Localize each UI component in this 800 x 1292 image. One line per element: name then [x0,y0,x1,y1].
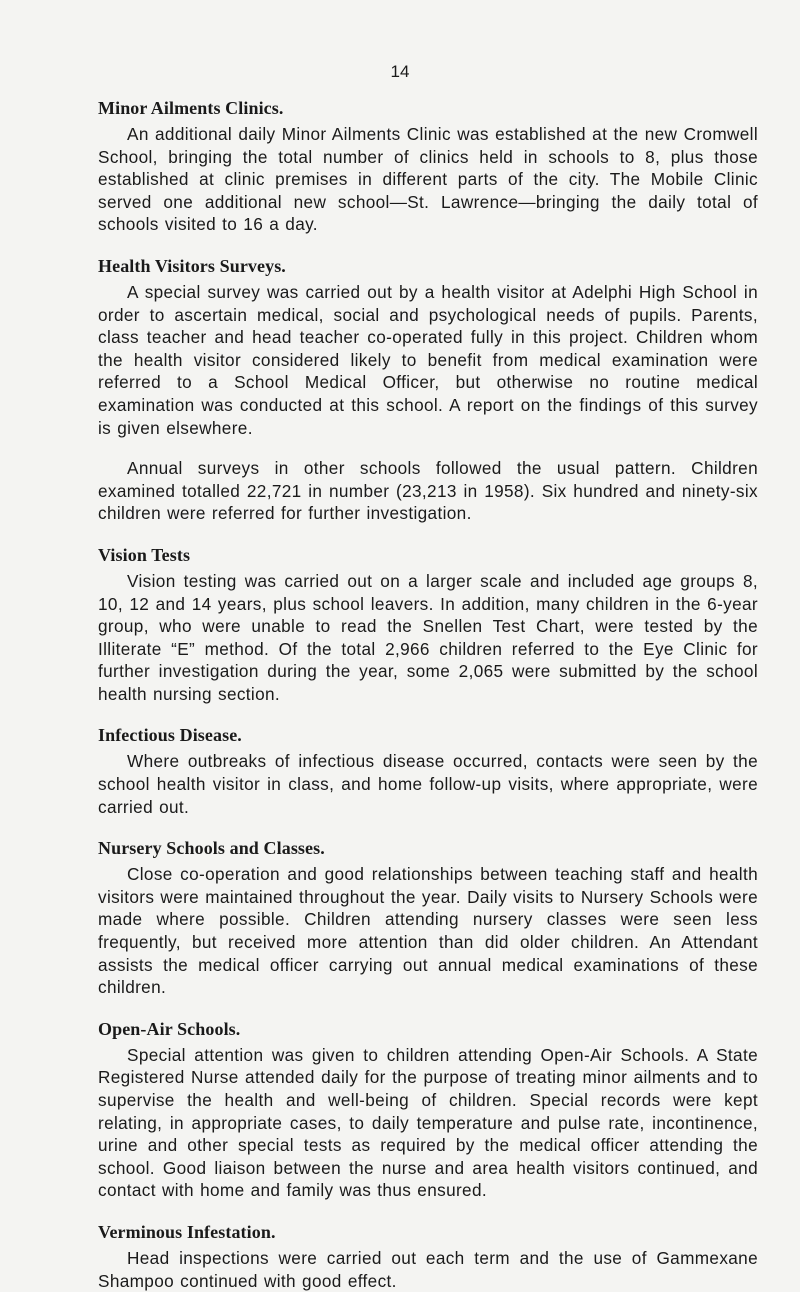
section-heading: Nursery Schools and Classes. [98,838,325,859]
section-heading: Infectious Disease. [98,725,242,746]
section-paragraph: Close co-operation and good relationships between teaching staff and health visitors were maintained throughout the year. Daily visits to Nursery Schools were made where possible. Children attending nursery classes were seen less frequently, but received more attention than did older children. An Attendant assists the medical officer carrying out annual medical examinations of these children. [98,864,758,998]
document-body [98,98,758,1292]
section-heading: Minor Ailments Clinics. [98,98,284,118]
page-number: 14 [390,62,410,81]
section-paragraph: Head inspections were carried out each term and the use of Gammexane Shampoo continued with good effect. [98,1247,758,1291]
section-paragraph: Where outbreaks of infectious disease occurred, contacts were seen by the school health visitor in class, and home follow-up visits, where appropriate, were carried out. [98,751,758,817]
section-infectious-disease [98,725,758,818]
section-minor-ailments [98,98,758,236]
section-heading: Verminous Infestation. [98,1221,276,1242]
section-paragraph: Special attention was given to children attending Open-Air Schools. A State Registered Nurse attended daily for the purpose of treating minor ailments and to supervise the health and well-being of children. Special records were kept relating, in appropriate cases, to daily temperature and pulse rate, incontinence, urine and other special tests as required by the medical officer attending the school. Good liaison between the nurse and area health visitors continued, and contact with home and family was thus ensured. [98,1044,758,1201]
section-paragraph: Annual surveys in other schools followed the usual pattern. Children examined totalled 22,721 in number (23,213 in 1958). Six hundred and ninety-six children were referred for further investigation. [98,458,758,524]
section-open-air-schools [98,1019,758,1202]
section-heading: Open-Air Schools. [98,1018,241,1039]
section-vision-tests [98,545,758,706]
section-verminous-infestation [98,1222,758,1292]
section-heading: Health Visitors Surveys. [98,255,286,276]
section-paragraph: An additional daily Minor Ailments Clinic was established at the new Cromwell School, bringing the total number of clinics held in schools to 8, plus those established at clinic premises in different parts of the city. The Mobile Clinic served one additional new school—St. Lawrence—bringing the daily total of schools visited to 16 a day. [98,124,758,235]
section-heading: Vision Tests [98,544,191,565]
section-paragraph: A special survey was carried out by a health visitor at Adelphi High School in order to ascertain medical, social and psychological needs of pupils. Parents, class teacher and head teacher co-operated fully in this project. Children whom the health visitor considered likely to benefit from medical examination were referred to a School Medical Officer, but otherwise no routine medical examination was conducted at this school. A report on the findings of this survey is given elsewhere. [98,281,758,438]
section-nursery-schools [98,838,758,999]
section-health-visitors-surveys [98,256,758,525]
section-paragraph: Vision testing was carried out on a larger scale and included age groups 8, 10, 12 and 14 years, plus school leavers. In addition, many children in the 6-year group, who were unable to read the Snellen Test Chart, were tested by the Illiterate “E” method. Of the total 2,966 children referred to the Eye Clinic for further investigation during the year, some 2,065 were submitted by the school health nursing section. [98,570,758,704]
